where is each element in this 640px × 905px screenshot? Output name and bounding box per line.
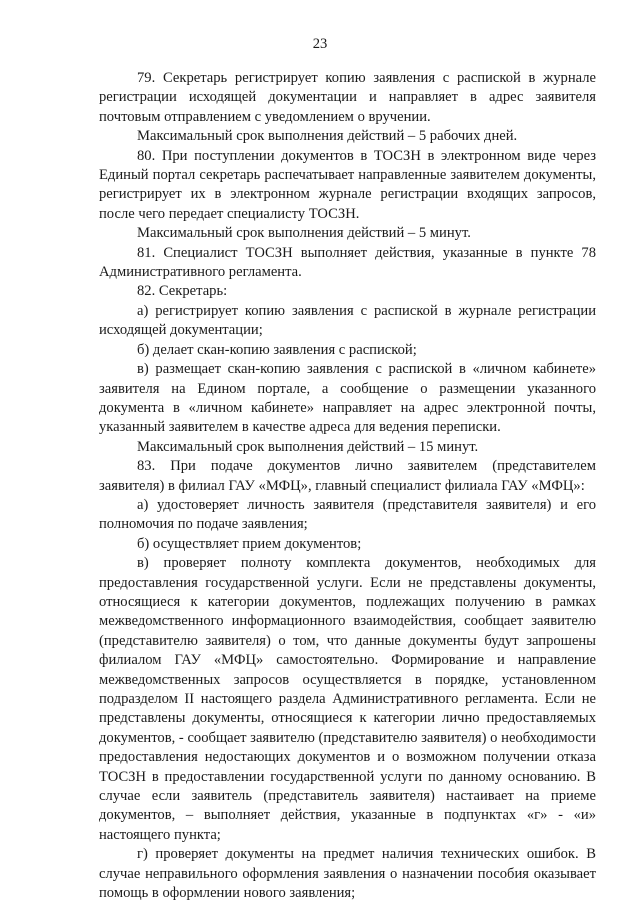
paragraph-82-b: б) делает скан-копию заявления с распиской; bbox=[137, 341, 417, 358]
paragraph-83: 83. При подаче документов лично заявителем (представителем заявителя) в филиал ГАУ «МФЦ», главный специалист филиала ГАУ «МФЦ»: bbox=[99, 458, 596, 494]
document-body bbox=[99, 69, 596, 903]
paragraph-max-time-80: Максимальный срок выполнения действий – 5 минут. bbox=[137, 225, 471, 242]
paragraph-max-time-79: Максимальный срок выполнения действий – 5 рабочих дней. bbox=[137, 128, 518, 145]
paragraph-80: 80. При поступлении документов в ТОСЗН в электронном виде через Единый портал секретарь распечатывает направленные заявителем документы, регистрирует их в электронном журнале регистрации входящих запросов, после чего передает специалисту ТОСЗН. bbox=[99, 147, 596, 222]
paragraph-83-b: б) осуществляет прием документов; bbox=[137, 535, 362, 552]
page-number: 23 bbox=[312, 36, 328, 52]
paragraph-81: 81. Специалист ТОСЗН выполняет действия, указанные в пункте 78 Административного регламента. bbox=[99, 244, 596, 281]
paragraph-83-a: а) удостоверяет личность заявителя (представителя заявителя) и его полномочия по подаче заявления; bbox=[99, 496, 596, 533]
paragraph-79: 79. Секретарь регистрирует копию заявления с распиской в журнале регистрации исходящей документации и направляет в адрес заявителя почтовым отправлением с уведомлением о вручении. bbox=[99, 70, 596, 125]
paragraph-83-g: г) проверяет документы на предмет наличия технических ошибок. В случае неправильного оформления заявления о назначении пособия оказывает помощь в оформлении нового заявления; bbox=[99, 846, 596, 902]
paragraph-82: 82. Секретарь: bbox=[137, 283, 228, 300]
paragraph-82-v: в) размещает скан-копию заявления с распиской в «личном кабинете» заявителя на Едином портале, а сообщение о размещении указанного документа в «личном кабинете» направляет на адрес электронной почты, указанный заявителем в качестве адреса для ведения переписки. bbox=[99, 361, 596, 436]
paragraph-max-time-82: Максимальный срок выполнения действий – 15 минут. bbox=[137, 438, 479, 455]
paragraph-82-a: а) регистрирует копию заявления с распиской в журнале регистрации исходящей документации; bbox=[99, 302, 596, 339]
paragraph-83-v: в) проверяет полноту комплекта документов, необходимых для предоставления государственной услуги. Если не представлены документы, относящиеся к категории документов, подлежащих получению в рамках межведомственного информационного взаимодействия, сообщает заявителю (представителю заявителя) о том, что данные документы будут запрошены филиалом ГАУ «МФЦ» самостоятельно. Формирование и направление межведомственных запросов осуществляется в порядке, установленном подразделом II настоящего раздела Административного регламента. Если не представлены документы, относящиеся к категории лично предоставляемых документов, - сообщает заявителю (представителю заявителя) о необходимости предоставления недостающих документов и о возможном получении отказа ТОСЗН в предоставлении государственной услуги по данному основанию. В случае если заявитель (представитель заявителя) настаивает на приеме документов, – выполняет действия, указанные в подпунктах «г» - «и» настоящего пункта; bbox=[99, 555, 596, 843]
